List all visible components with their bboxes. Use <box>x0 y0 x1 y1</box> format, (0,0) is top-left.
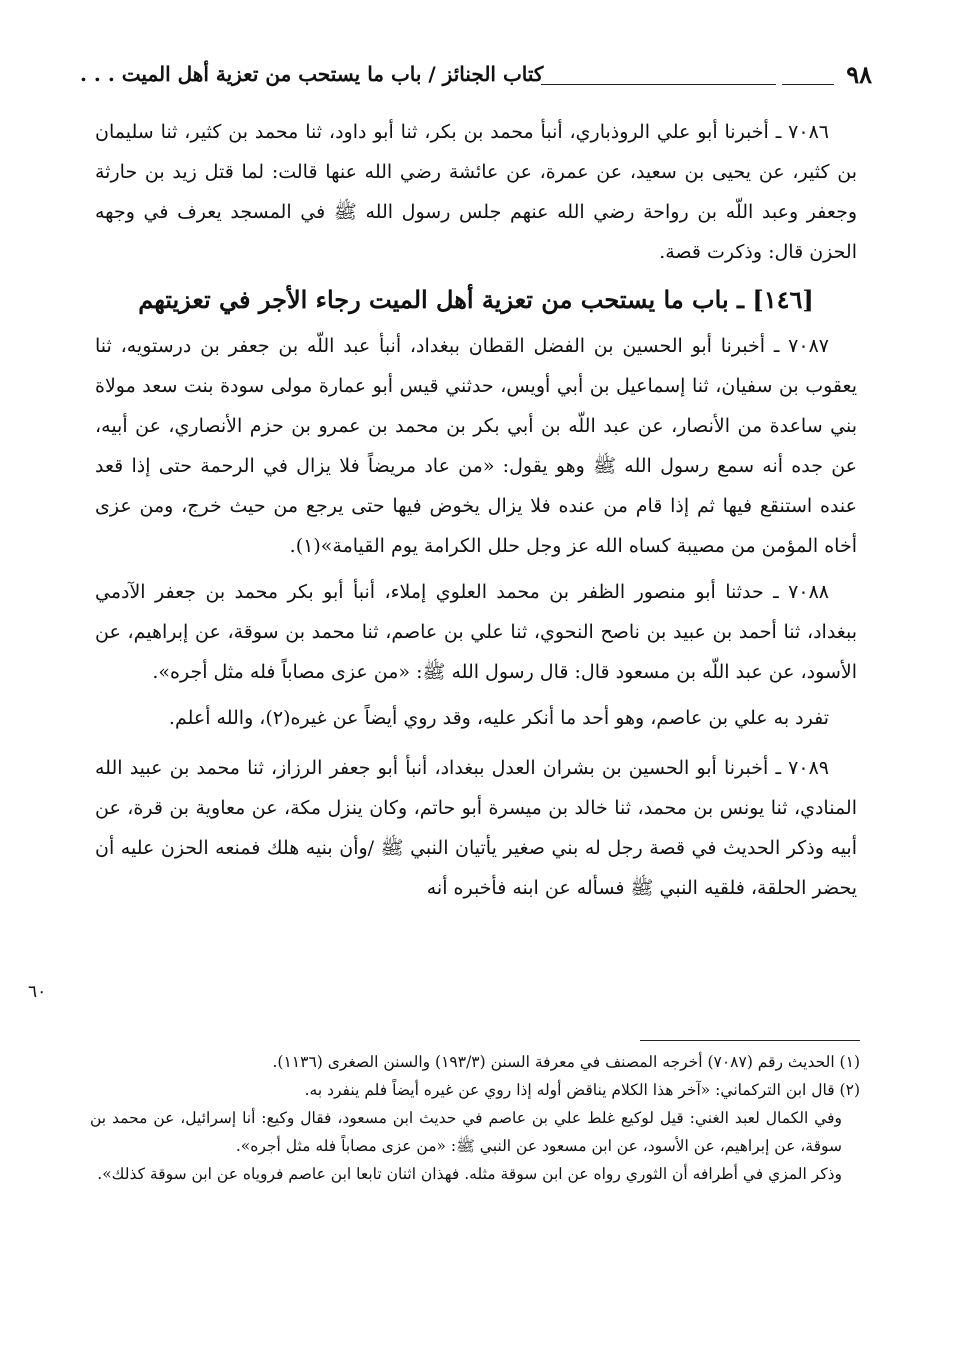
author-comment: تفرد به علي بن عاصم، وهو أحد ما أنكر عليه، وقد روي أيضاً عن غيره(٢)، والله أعلم. <box>168 707 829 729</box>
margin-page-marker: ٦٠ <box>28 982 47 1002</box>
main-text <box>95 112 857 914</box>
hadith-7086: ٧٠٨٦ ـ أخبرنا أبو علي الروذباري، أنبأ محمد بن بكر، ثنا أبو داود، ثنا محمد بن كثير، ثنا سليمان بن كثير، عن يحيى بن سعيد، عن عمرة، عن عائشة رضي الله عنها قالت: لما قتل زيد بن حارثة وجعفر وعبد اللّه بن رواحة رضي الله عنهم جلس رسول الله ﷺ في المسجد يعرف في وجهه الحزن قال: وذكرت قصة. <box>95 121 857 263</box>
footnotes <box>90 1048 860 1188</box>
footnote-separator <box>640 1040 860 1041</box>
hadith-7087: ٧٠٨٧ ـ أخبرنا أبو الحسين بن الفضل القطان ببغداد، أنبأ عبد اللّه بن جعفر بن درستويه، ثنا يعقوب بن سفيان، ثنا إسماعيل بن أبي أويس، حدثني قيس أبو عمارة مولى سودة بنت سعد مولاة بني ساعدة من الأنصار، عن عبد اللّه بن أبي بكر بن محمد بن عمرو بن حزم الأنصاري، عن أبيه، عن جده أنه سمع رسول الله ﷺ وهو يقول: «من عاد مريضاً فلا يزال في الرحمة حتى إذا قعد عنده استنقع فيها ثم إذا قام من عنده فلا يزال يخوض فيها حتى يرجع من حيث خرج، ومن عزى أخاه المؤمن من مصيبة كساه الله عز وجل حلل الكرامة يوم القيامة»(١). <box>95 335 857 557</box>
footnote-2: (٢) قال ابن التركماني: «آخر هذا الكلام يناقض أوله إذا روي عن غيره أيضاً فلم ينفرد به. <box>304 1081 860 1099</box>
page-header <box>80 60 872 94</box>
footnote-2-continued: وذكر المزي في أطرافه أن الثوري رواه عن ابن سوقة مثله. فهذان اثنان تابعا ابن عاصم فروياه عن ابن سوقة كذلك». <box>97 1165 842 1183</box>
hadith-7088: ٧٠٨٨ ـ حدثنا أبو منصور الظفر بن محمد العلوي إملاء، أنبأ أبو بكر محمد بن جعفر الآدمي ببغداد، ثنا أحمد بن عبيد بن ناصح النحوي، ثنا علي بن عاصم، ثنا محمد بن سوقة، عن إبراهيم، عن الأسود، عن عبد اللّه بن مسعود قال: قال رسول الله ﷺ: «من عزى مصاباً فله مثل أجره». <box>95 581 857 683</box>
footnote-1: (١) الحديث رقم (٧٠٨٧) أخرجه المصنف في معرفة السنن (١٩٣/٣) والسنن الصغرى (١١٣٦). <box>272 1053 860 1071</box>
header-rule <box>541 84 776 85</box>
hadith-7089: ٧٠٨٩ ـ أخبرنا أبو الحسين بن بشران العدل ببغداد، أنبأ أبو جعفر الرزاز، ثنا محمد بن عبيد الله المنادي، ثنا يونس بن محمد، ثنا خالد بن ميسرة أبو حاتم، وكان ينزل مكة، عن معاوية بن قرة، عن أبيه وذكر الحديث في قصة رجل له بني صغير يأتيان النبي ﷺ /وأن بنيه هلك فمنعه الحزن عليه أن يحضر الحلقة، فلقيه النبي ﷺ فسأله عن ابنه فأخبره أنه <box>95 757 858 899</box>
running-title: كتاب الجنائز / باب ما يستحب من تعزية أهل الميت . . . <box>80 62 544 86</box>
chapter-heading: [١٤٦] ـ باب ما يستحب من تعزية أهل الميت رجاء الأجر في تعزيتهم <box>138 285 814 314</box>
footnote-2-continued: وفي الكمال لعبد الغني: قيل لوكيع غلط علي بن عاصم في حديث ابن مسعود، فقال وكيع: أنا إسرائيل، عن محمد بن سوقة، عن إبراهيم، عن الأسود، عن ابن مسعود عن النبي ﷺ: «من عزى مصاباً فله مثل أجره». <box>90 1109 842 1155</box>
header-rule <box>782 84 834 85</box>
page-number: ٩٨ <box>846 60 872 89</box>
